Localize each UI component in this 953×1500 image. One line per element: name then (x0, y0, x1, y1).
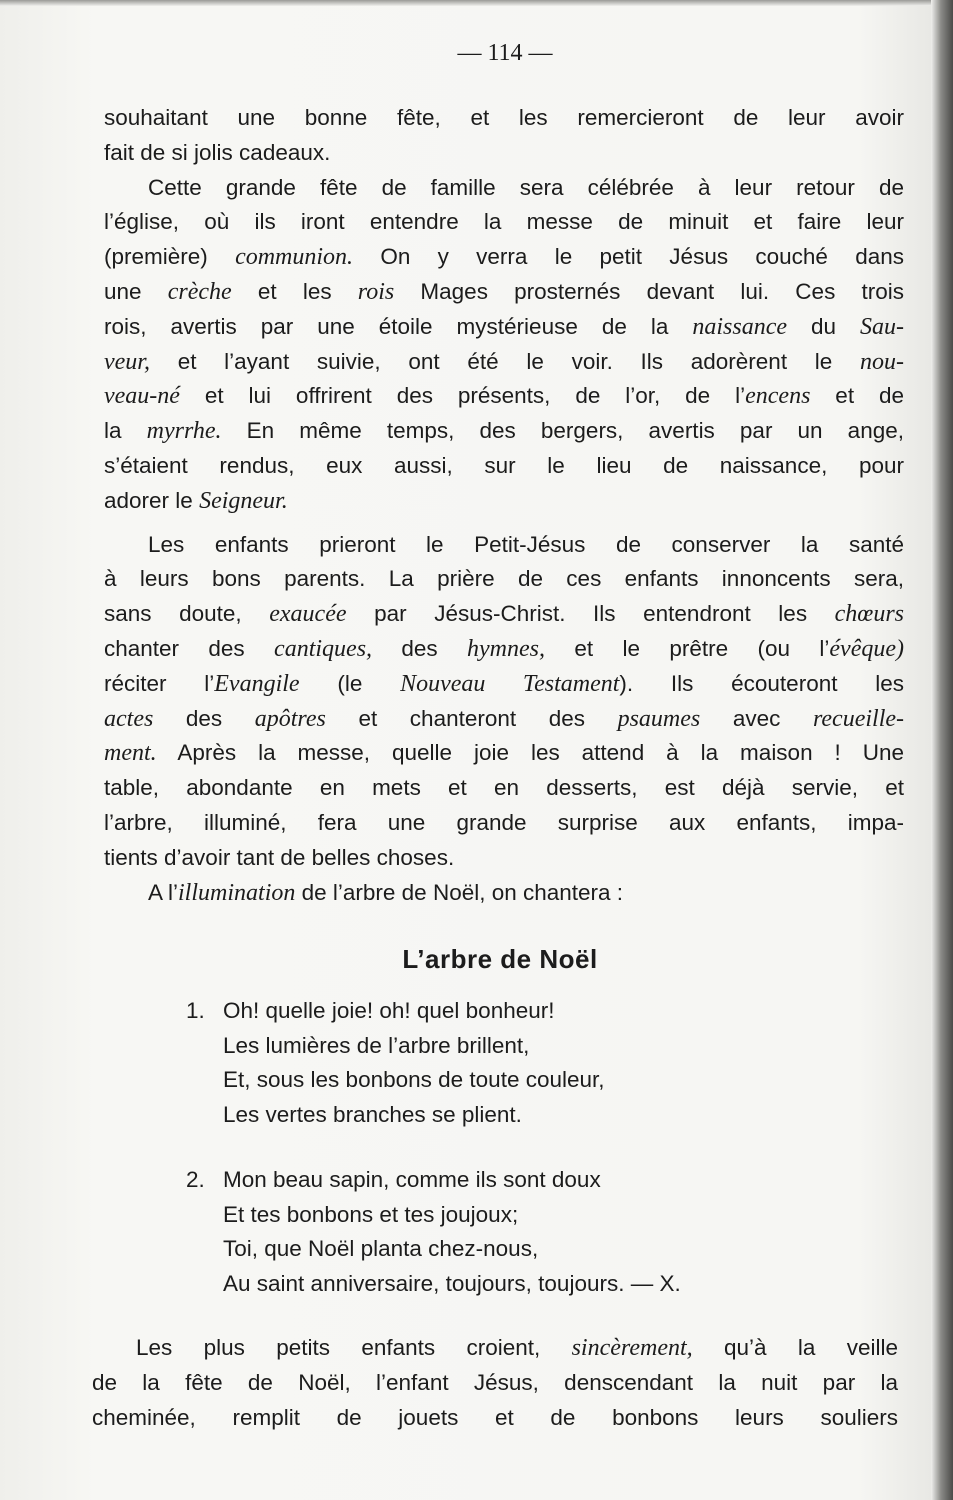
verse-line: Et, sous les bonbons de toute couleur, (223, 1067, 605, 1093)
text-line: à leurs bons parents. La prière de ces enfants innoncents sera, (104, 566, 904, 592)
text-line: A l’illumination de l’arbre de Noël, on chantera : (148, 879, 624, 906)
text-line: veau-né et lui offrirent des présents, de l’or, de l’encens et de (104, 383, 904, 410)
text-line: sans doute, exaucée par Jésus-Christ. Ils entendront les chœurs (104, 601, 904, 628)
text-line: fait de si jolis cadeaux. (104, 139, 331, 165)
song-verse-2 (186, 1163, 681, 1301)
verse-line: Oh! quelle joie! oh! quel bonheur! (223, 998, 555, 1023)
song-title: L’arbre de Noël (402, 944, 598, 974)
page-right-edge (931, 0, 953, 1500)
text-line: une crèche et les rois Mages prosternés devant lui. Ces trois (104, 278, 905, 305)
song-verse-1 (186, 994, 605, 1132)
text-line: tients d’avoir tant de belles choses. (104, 844, 455, 870)
verse-line: Les lumières de l’arbre brillent, (223, 1032, 530, 1058)
verse-number: 2. (186, 1167, 205, 1192)
page-number: — 114 — (457, 40, 553, 66)
text-line: Les enfants prieront le Petit-Jésus de conserver la santé (148, 531, 904, 557)
text-line: réciter l’Evangile (le Nouveau Testament). Ils écouteront les (104, 670, 904, 697)
text-line: table, abondante en mets et en desserts, est déjà servie, et (104, 775, 904, 801)
text-line: ment. Après la messe, quelle joie les attend à la maison ! Une (104, 740, 904, 767)
body-text-top (104, 101, 904, 910)
verse-number: 1. (186, 998, 205, 1023)
verse-line: Toi, que Noël planta chez-nous, (223, 1236, 539, 1262)
text-line: actes des apôtres et chanteront des psaumes avec recueille- (104, 705, 905, 732)
text-line: adorer le Seigneur. (104, 487, 288, 514)
text-line: rois, avertis par une étoile mystérieuse de la naissance du Sau- (104, 313, 904, 340)
verse-line: Au saint anniversaire, toujours, toujours. — X. (223, 1270, 681, 1296)
verse-line: Mon beau sapin, comme ils sont doux (223, 1167, 601, 1192)
text-line: veur, et l’ayant suivie, ont été le voir. Ils adorèrent le nou- (104, 348, 904, 375)
text-line: Les plus petits enfants croient, sincèrement, qu’à la veille (136, 1335, 898, 1361)
verse-line: Les vertes branches se plient. (223, 1101, 522, 1127)
text-line: la myrrhe. En même temps, des bergers, avertis par un ange, (104, 418, 904, 445)
text-line: chanter des cantiques, des hymnes, et le prêtre (ou l’évêque) (104, 635, 904, 662)
page-top-edge (0, 0, 953, 6)
verse-line: Et tes bonbons et tes joujoux; (223, 1201, 519, 1227)
text-line: (première) communion. On y verra le petit Jésus couché dans (104, 244, 904, 271)
text-line: Cette grande fête de famille sera célébrée à leur retour de (148, 174, 904, 200)
text-line: de la fête de Noël, l’enfant Jésus, denscendant la nuit par la (92, 1369, 898, 1395)
text-line: cheminée, remplit de jouets et de bonbons leurs souliers (92, 1404, 898, 1430)
text-line: l’arbre, illuminé, fera une grande surprise aux enfants, impa- (104, 809, 904, 835)
text-line: l’église, où ils iront entendre la messe de minuit et faire leur (104, 209, 904, 235)
text-line: souhaitant une bonne fête, et les remercieront de leur avoir (104, 105, 904, 130)
body-text-bottom (92, 1331, 898, 1435)
text-line: s’étaient rendus, eux aussi, sur le lieu de naissance, pour (104, 452, 904, 478)
